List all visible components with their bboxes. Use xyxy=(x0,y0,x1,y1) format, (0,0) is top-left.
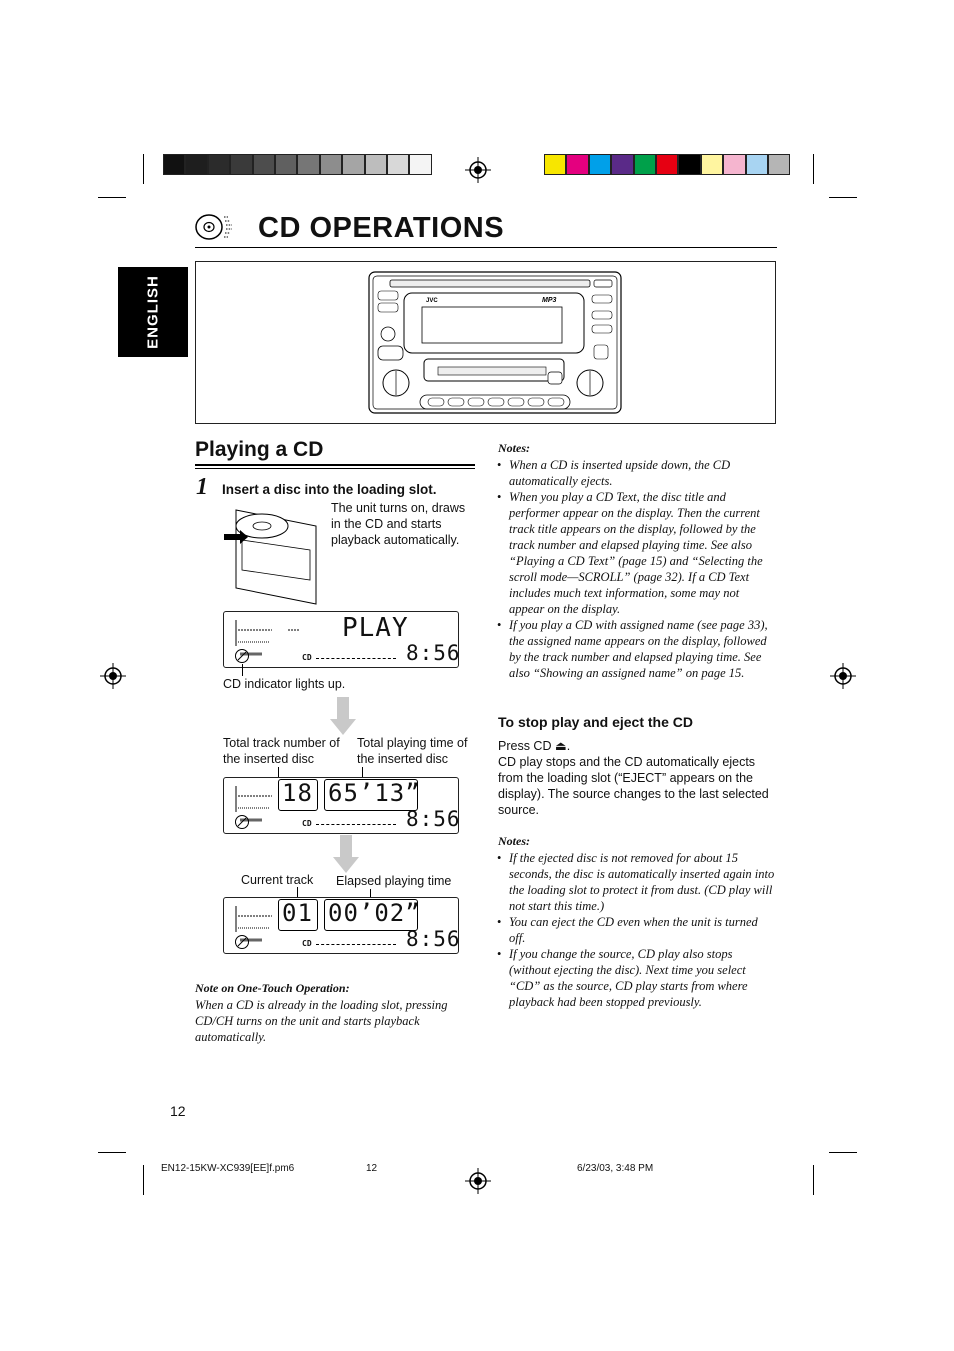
page-title: CD OPERATIONS xyxy=(258,212,505,244)
notes-heading: Notes: xyxy=(498,834,530,848)
crop-mark xyxy=(98,197,126,198)
lcd-clock: 8:56 xyxy=(406,807,461,831)
notes-list xyxy=(497,457,777,681)
lcd-level-bar xyxy=(316,944,396,945)
color-swatch xyxy=(365,154,387,175)
total-time-caption: Total playing time of the inserted disc xyxy=(357,736,468,766)
color-swatch xyxy=(275,154,297,175)
lcd-level-bar xyxy=(316,658,396,659)
notes-heading: Notes: xyxy=(498,441,530,455)
one-touch-heading: Note on One-Touch Operation: xyxy=(195,981,350,995)
color-swatch xyxy=(656,154,678,175)
color-swatch xyxy=(611,154,633,175)
stop-eject-heading: To stop play and eject the CD xyxy=(498,714,693,730)
stop-description: CD play stops and the CD automatically ejects from the loading slot (“EJECT” appears on the display). The source changes to the last selected source. xyxy=(498,755,769,817)
step-title: Insert a disc into the loading slot. xyxy=(222,482,437,497)
registration-mark-icon xyxy=(100,663,126,689)
footer-page-ref: 12 xyxy=(366,1163,378,1174)
car-stereo-illustration xyxy=(368,271,622,414)
lcd-total-time: 65’13” xyxy=(328,779,421,807)
color-swatch xyxy=(387,154,409,175)
footer-filename: EN12-15KW-XC939[EE]f.pm6 xyxy=(161,1163,295,1174)
lcd-display-play xyxy=(223,611,459,668)
note-item: • If the ejected disc is not removed for about 15 seconds, the disc is automatically inserted again into the loading slot to protect it from dust. (CD play will not start this time.) xyxy=(497,850,777,914)
lcd-clock: 8:56 xyxy=(406,641,461,665)
crop-mark xyxy=(829,1152,857,1153)
color-swatch xyxy=(634,154,656,175)
color-swatch xyxy=(208,154,230,175)
crop-mark xyxy=(829,197,857,198)
notes-list xyxy=(497,850,777,1010)
note-item: • When a CD is inserted upside down, the CD automatically ejects. xyxy=(497,457,777,489)
one-touch-text: When a CD is already in the loading slot, pressing CD/CH turns on the unit and starts playback automatically. xyxy=(195,998,448,1044)
step-description: The unit turns on, draws in the CD and starts playback automatically. xyxy=(331,501,466,547)
crop-mark xyxy=(143,154,144,184)
mp3-label: MP3 xyxy=(542,297,557,304)
note-item: • When you play a CD Text, the disc title and performer appear on the display. Then the current track title appears on the display, followed by the track number and elapsed playing time. See also “Playing a CD Text” (page 15) and “Selecting the scroll mode—SCROLL” (page 32). If a CD Text includes much text information, some may not appear on the display. xyxy=(497,489,777,617)
crop-mark xyxy=(98,1152,126,1153)
cd-indicator-icon xyxy=(234,814,250,830)
title-underline xyxy=(195,247,777,248)
color-swatch xyxy=(544,154,566,175)
cd-indicator-icon xyxy=(234,934,250,950)
cd-indicator-caption: CD indicator lights up. xyxy=(223,677,346,691)
crop-mark xyxy=(813,154,814,184)
lcd-main-text: PLAY xyxy=(342,613,409,643)
section-underline xyxy=(195,464,475,466)
section-underline-thin xyxy=(195,468,475,469)
language-tab: ENGLISH xyxy=(118,267,188,357)
lcd-clock: 8:56 xyxy=(406,927,461,951)
elapsed-time-caption: Elapsed playing time xyxy=(336,874,452,888)
step-number: 1 xyxy=(196,474,208,500)
page-number: 12 xyxy=(170,1103,186,1119)
registration-mark-icon xyxy=(830,663,856,689)
down-arrow-icon xyxy=(333,835,359,873)
color-swatch xyxy=(589,154,611,175)
color-swatch xyxy=(409,154,431,175)
brand-label: JVC xyxy=(426,298,438,304)
color-swatch xyxy=(230,154,252,175)
color-swatch xyxy=(768,154,790,175)
color-swatch xyxy=(746,154,768,175)
color-swatch xyxy=(701,154,723,175)
down-arrow-icon xyxy=(330,697,356,735)
color-swatch xyxy=(253,154,275,175)
color-swatch xyxy=(320,154,342,175)
color-swatch xyxy=(678,154,700,175)
lcd-display-disc-info xyxy=(223,777,459,834)
note-item: • If you play a CD with assigned name (see page 33), the assigned name appears on the display, followed by the track number and elapsed playing time. See also “Showing an assigned name” on page 15. xyxy=(497,617,777,681)
total-track-caption: Total track number of the inserted disc xyxy=(223,736,340,766)
section-heading: Playing a CD xyxy=(195,438,324,461)
color-swatch xyxy=(163,154,185,175)
color-swatch xyxy=(566,154,588,175)
lcd-current-track: 01 xyxy=(282,899,313,927)
registration-mark-icon xyxy=(465,1168,491,1194)
crop-mark xyxy=(813,1165,814,1195)
color-swatch xyxy=(185,154,207,175)
disc-insertion-illustration xyxy=(222,500,322,606)
lcd-source-label: CD xyxy=(302,939,312,948)
lcd-level-bar xyxy=(316,824,396,825)
color-swatch xyxy=(297,154,319,175)
lcd-source-label: CD xyxy=(302,653,312,662)
footer-datetime: 6/23/03, 3:48 PM xyxy=(577,1163,654,1174)
current-track-caption: Current track xyxy=(241,873,314,887)
lcd-total-tracks: 18 xyxy=(282,779,313,807)
registration-mark-icon xyxy=(465,157,491,183)
callout-line xyxy=(242,664,243,676)
stop-press-instruction: Press CD ⏏. xyxy=(498,739,571,753)
color-swatch xyxy=(342,154,364,175)
color-swatch xyxy=(723,154,745,175)
lcd-elapsed-time: 00’02” xyxy=(328,899,421,927)
lcd-source-label: CD xyxy=(302,819,312,828)
lcd-display-playback xyxy=(223,897,459,954)
note-item: • You can eject the CD even when the unit is turned off. xyxy=(497,914,777,946)
cd-indicator-icon xyxy=(234,648,250,664)
note-item: • If you change the source, CD play also stops (without ejecting the disc). Next time you select “CD” as the source, CD play starts from where playback had been stopped previously. xyxy=(497,946,777,1010)
crop-mark xyxy=(143,1165,144,1195)
cd-disc-icon xyxy=(194,211,238,243)
